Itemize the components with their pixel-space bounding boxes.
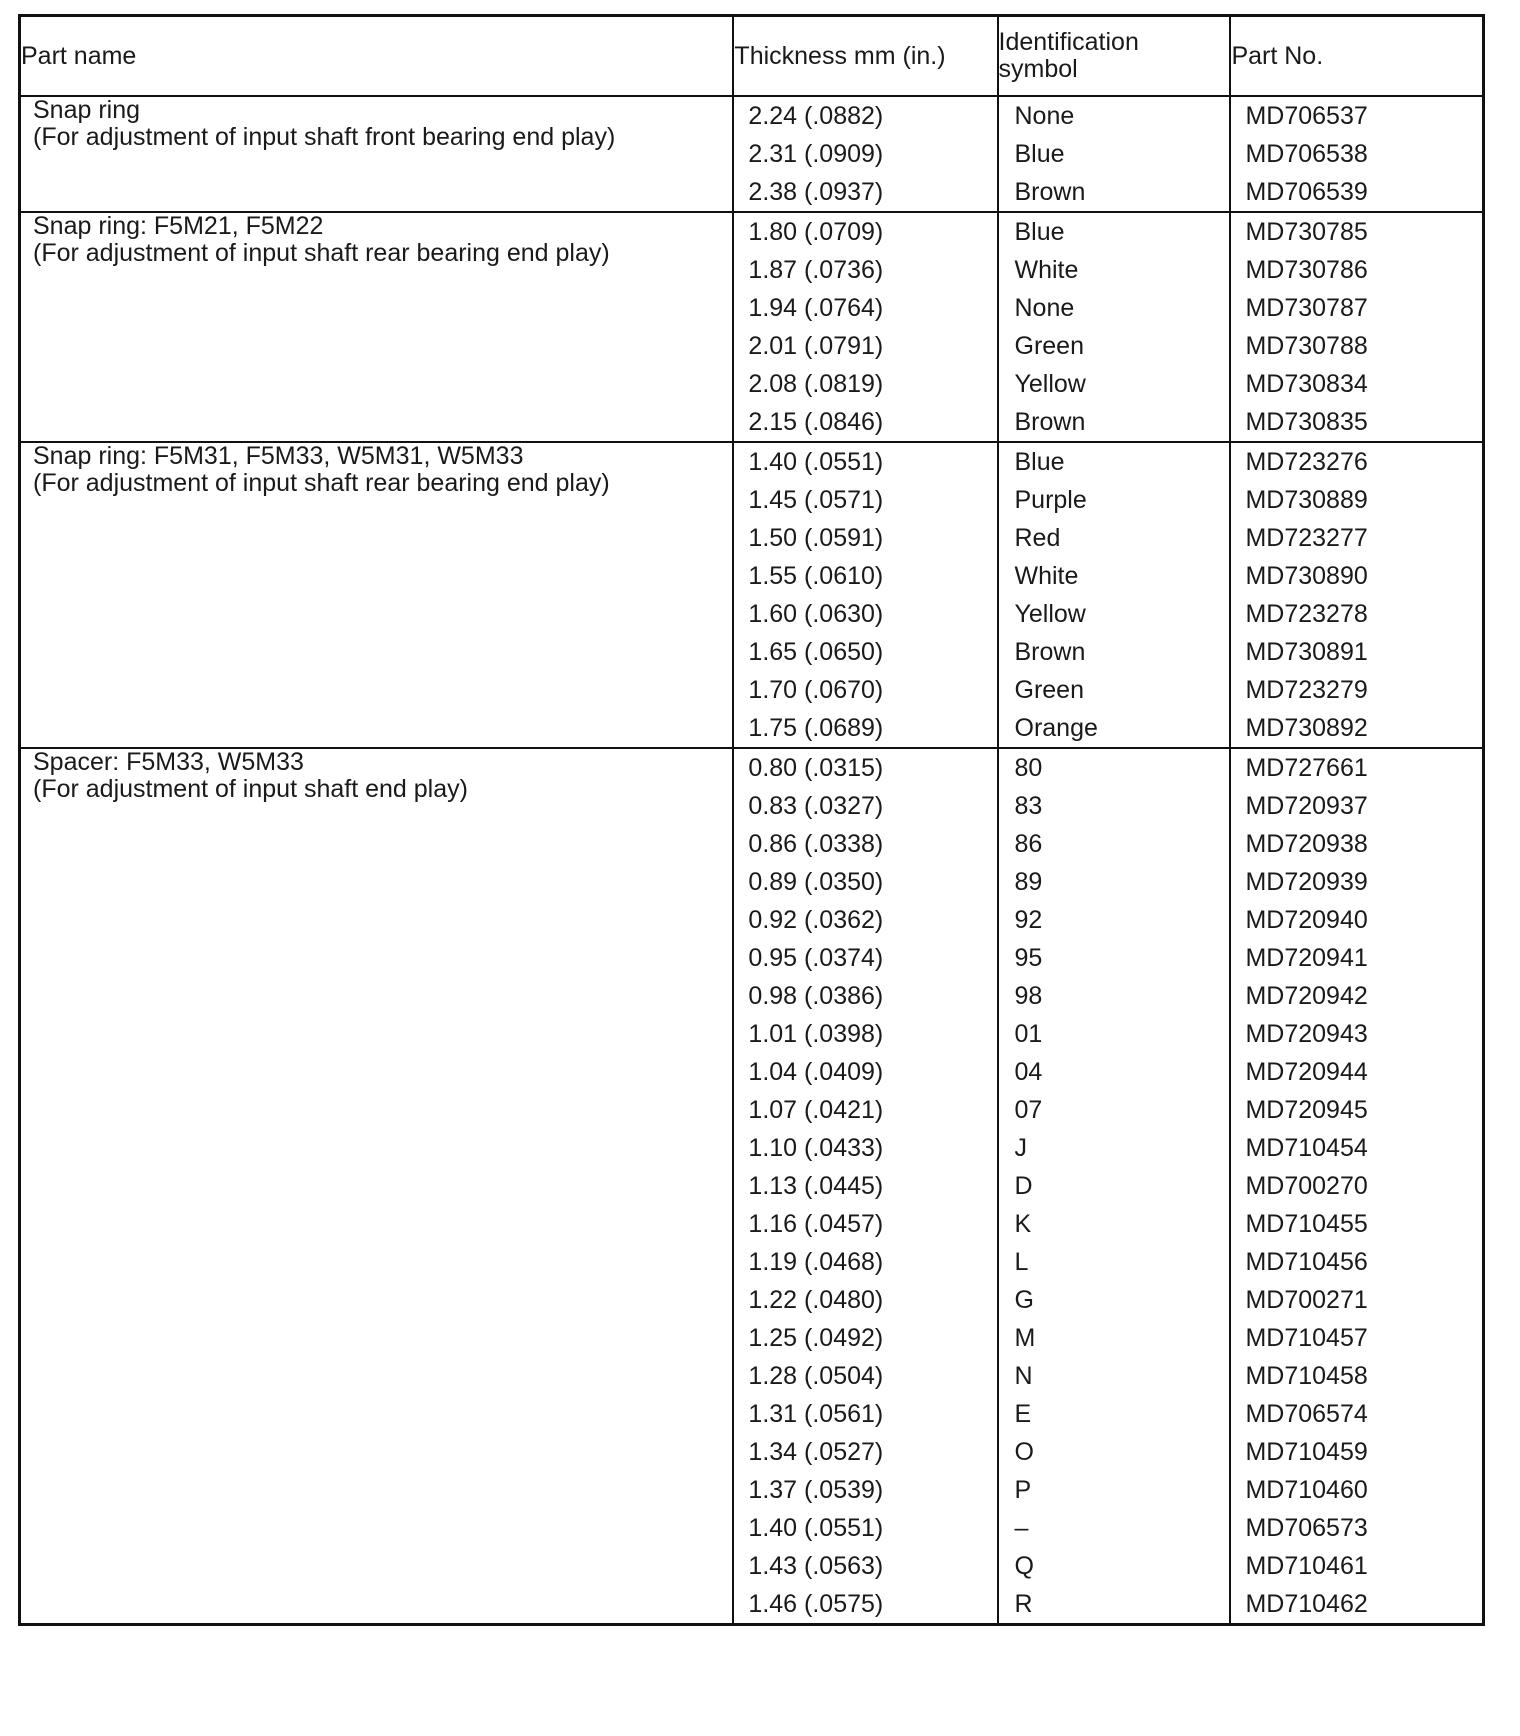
part-number: MD730889 bbox=[1245, 486, 1368, 514]
part-number: MD710457 bbox=[1245, 1324, 1368, 1352]
part-number: MD730835 bbox=[1245, 408, 1368, 436]
part-number: MD706539 bbox=[1245, 178, 1368, 206]
thickness-value: 1.28 (.0504) bbox=[748, 1362, 884, 1390]
identification-symbol: 92 bbox=[1014, 906, 1043, 934]
part-number: MD710462 bbox=[1245, 1590, 1368, 1618]
part-number: MD730890 bbox=[1245, 562, 1368, 590]
part-no-list bbox=[1231, 213, 1482, 441]
thickness-value: 1.25 (.0492) bbox=[748, 1324, 884, 1352]
identification-symbol: Blue bbox=[1014, 140, 1065, 168]
identification-symbol: Yellow bbox=[1014, 600, 1086, 628]
symbol-list bbox=[999, 749, 1230, 1623]
thickness-value: 1.80 (.0709) bbox=[748, 218, 884, 246]
thickness-list bbox=[734, 749, 996, 1623]
thickness-value: 1.60 (.0630) bbox=[748, 600, 884, 628]
header-part-name: Part name bbox=[20, 16, 734, 97]
part-number: MD723278 bbox=[1245, 600, 1368, 628]
identification-symbol: White bbox=[1014, 562, 1079, 590]
part-name-subtitle: (For adjustment of input shaft end play) bbox=[33, 775, 468, 803]
part-no-list bbox=[1231, 97, 1482, 211]
part-number: MD720939 bbox=[1245, 868, 1368, 896]
part-number: MD710460 bbox=[1245, 1476, 1368, 1504]
identification-symbol: None bbox=[1014, 102, 1075, 130]
part-no-cell bbox=[1230, 748, 1483, 1625]
header-part-no: Part No. bbox=[1230, 16, 1483, 97]
thickness-value: 1.94 (.0764) bbox=[748, 294, 884, 322]
part-group-1 bbox=[20, 96, 1484, 212]
identification-symbol: Brown bbox=[1014, 408, 1086, 436]
thickness-value: 2.15 (.0846) bbox=[748, 408, 884, 436]
table-header bbox=[20, 16, 1484, 97]
part-number: MD730788 bbox=[1245, 332, 1368, 360]
identification-symbol: M bbox=[1014, 1324, 1036, 1352]
part-name-title: Snap ring: F5M31, F5M33, W5M31, W5M33 bbox=[33, 442, 524, 470]
identification-symbol: O bbox=[1014, 1438, 1034, 1466]
part-no-cell bbox=[1230, 442, 1483, 748]
part-group-3 bbox=[20, 442, 1484, 748]
part-number: MD710458 bbox=[1245, 1362, 1368, 1390]
part-number: MD700271 bbox=[1245, 1286, 1368, 1314]
header-symbol-line1: Identification bbox=[998, 28, 1139, 56]
part-number: MD706574 bbox=[1245, 1400, 1368, 1428]
thickness-list bbox=[734, 97, 996, 211]
identification-symbol: R bbox=[1014, 1590, 1033, 1618]
symbol-list bbox=[999, 213, 1230, 441]
part-name-cell bbox=[20, 748, 734, 1625]
thickness-value: 1.22 (.0480) bbox=[748, 1286, 884, 1314]
part-number: MD720945 bbox=[1245, 1096, 1368, 1124]
thickness-value: 0.86 (.0338) bbox=[748, 830, 884, 858]
part-number: MD710456 bbox=[1245, 1248, 1368, 1276]
part-number: MD730891 bbox=[1245, 638, 1368, 666]
identification-symbol: Brown bbox=[1014, 178, 1086, 206]
part-number: MD706537 bbox=[1245, 102, 1368, 130]
identification-symbol: Orange bbox=[1014, 714, 1098, 742]
symbol-cell bbox=[998, 748, 1231, 1625]
identification-symbol: G bbox=[1014, 1286, 1034, 1314]
thickness-list bbox=[734, 443, 996, 747]
part-number: MD727661 bbox=[1245, 754, 1368, 782]
symbol-cell bbox=[998, 442, 1231, 748]
group-row bbox=[20, 748, 1484, 1625]
thickness-value: 0.80 (.0315) bbox=[748, 754, 884, 782]
group-row bbox=[20, 212, 1484, 442]
identification-symbol: 95 bbox=[1014, 944, 1043, 972]
thickness-list bbox=[734, 213, 996, 441]
part-number: MD720940 bbox=[1245, 906, 1368, 934]
part-number: MD730786 bbox=[1245, 256, 1368, 284]
identification-symbol: Green bbox=[1014, 332, 1084, 360]
identification-symbol: White bbox=[1014, 256, 1079, 284]
identification-symbol: 86 bbox=[1014, 830, 1043, 858]
identification-symbol: P bbox=[1014, 1476, 1032, 1504]
thickness-value: 0.95 (.0374) bbox=[748, 944, 884, 972]
part-number: MD720938 bbox=[1245, 830, 1368, 858]
header-identification-symbol bbox=[998, 16, 1231, 97]
part-name-cell bbox=[20, 96, 734, 212]
group-row bbox=[20, 96, 1484, 212]
part-no-list bbox=[1231, 443, 1482, 747]
part-number: MD710459 bbox=[1245, 1438, 1368, 1466]
thickness-value: 1.34 (.0527) bbox=[748, 1438, 884, 1466]
thickness-value: 1.13 (.0445) bbox=[748, 1172, 884, 1200]
part-number: MD730892 bbox=[1245, 714, 1368, 742]
part-number: MD710454 bbox=[1245, 1134, 1368, 1162]
group-row bbox=[20, 442, 1484, 748]
symbol-cell bbox=[998, 96, 1231, 212]
identification-symbol: 89 bbox=[1014, 868, 1043, 896]
identification-symbol: 01 bbox=[1014, 1020, 1043, 1048]
header-thickness: Thickness mm (in.) bbox=[733, 16, 997, 97]
thickness-value: 2.24 (.0882) bbox=[748, 102, 884, 130]
thickness-value: 2.08 (.0819) bbox=[748, 370, 884, 398]
part-no-cell bbox=[1230, 96, 1483, 212]
thickness-cell bbox=[733, 96, 997, 212]
part-name-cell bbox=[20, 212, 734, 442]
part-number: MD720943 bbox=[1245, 1020, 1368, 1048]
thickness-value: 0.89 (.0350) bbox=[748, 868, 884, 896]
part-name-subtitle: (For adjustment of input shaft rear bearing end play) bbox=[33, 239, 610, 267]
thickness-value: 1.40 (.0551) bbox=[748, 1514, 884, 1542]
thickness-value: 1.07 (.0421) bbox=[748, 1096, 884, 1124]
part-group-4 bbox=[20, 748, 1484, 1625]
part-number: MD720937 bbox=[1245, 792, 1368, 820]
part-number: MD730785 bbox=[1245, 218, 1368, 246]
part-number: MD710461 bbox=[1245, 1552, 1368, 1580]
thickness-value: 1.55 (.0610) bbox=[748, 562, 884, 590]
part-name-title: Snap ring: F5M21, F5M22 bbox=[33, 212, 324, 240]
thickness-value: 1.31 (.0561) bbox=[748, 1400, 884, 1428]
thickness-value: 1.46 (.0575) bbox=[748, 1590, 884, 1618]
identification-symbol: D bbox=[1014, 1172, 1033, 1200]
thickness-value: 1.40 (.0551) bbox=[748, 448, 884, 476]
part-name-title: Spacer: F5M33, W5M33 bbox=[33, 748, 304, 776]
thickness-value: 1.45 (.0571) bbox=[748, 486, 884, 514]
part-number: MD723276 bbox=[1245, 448, 1368, 476]
thickness-value: 1.04 (.0409) bbox=[748, 1058, 884, 1086]
identification-symbol: None bbox=[1014, 294, 1075, 322]
thickness-cell bbox=[733, 748, 997, 1625]
part-number: MD706573 bbox=[1245, 1514, 1368, 1542]
part-no-list bbox=[1231, 749, 1482, 1623]
identification-symbol: 98 bbox=[1014, 982, 1043, 1010]
part-name-subtitle: (For adjustment of input shaft rear bearing end play) bbox=[33, 469, 610, 497]
part-number: MD710455 bbox=[1245, 1210, 1368, 1238]
part-number: MD700270 bbox=[1245, 1172, 1368, 1200]
part-number: MD720944 bbox=[1245, 1058, 1368, 1086]
identification-symbol: 07 bbox=[1014, 1096, 1043, 1124]
part-number: MD723277 bbox=[1245, 524, 1368, 552]
thickness-value: 1.10 (.0433) bbox=[748, 1134, 884, 1162]
part-group-2 bbox=[20, 212, 1484, 442]
part-number: MD720941 bbox=[1245, 944, 1368, 972]
thickness-value: 1.37 (.0539) bbox=[748, 1476, 884, 1504]
identification-symbol: Yellow bbox=[1014, 370, 1086, 398]
identification-symbol: 83 bbox=[1014, 792, 1043, 820]
identification-symbol: Green bbox=[1014, 676, 1084, 704]
thickness-value: 2.31 (.0909) bbox=[748, 140, 884, 168]
identification-symbol: E bbox=[1014, 1400, 1032, 1428]
part-no-cell bbox=[1230, 212, 1483, 442]
identification-symbol: Q bbox=[1014, 1552, 1034, 1580]
thickness-value: 1.75 (.0689) bbox=[748, 714, 884, 742]
part-number: MD730787 bbox=[1245, 294, 1368, 322]
identification-symbol: K bbox=[1014, 1210, 1032, 1238]
thickness-value: 2.01 (.0791) bbox=[748, 332, 884, 360]
part-name-title: Snap ring bbox=[33, 96, 141, 124]
thickness-value: 1.65 (.0650) bbox=[748, 638, 884, 666]
thickness-cell bbox=[733, 442, 997, 748]
identification-symbol: L bbox=[1014, 1248, 1029, 1276]
identification-symbol: 80 bbox=[1014, 754, 1043, 782]
identification-symbol: – bbox=[1014, 1514, 1029, 1542]
header-row bbox=[20, 16, 1484, 97]
header-symbol-line2: symbol bbox=[998, 55, 1078, 83]
part-number: MD723279 bbox=[1245, 676, 1368, 704]
thickness-value: 1.43 (.0563) bbox=[748, 1552, 884, 1580]
thickness-value: 1.87 (.0736) bbox=[748, 256, 884, 284]
parts-table bbox=[18, 14, 1485, 1626]
identification-symbol: Blue bbox=[1014, 448, 1065, 476]
part-number: MD730834 bbox=[1245, 370, 1368, 398]
thickness-value: 1.70 (.0670) bbox=[748, 676, 884, 704]
thickness-value: 1.19 (.0468) bbox=[748, 1248, 884, 1276]
thickness-value: 1.01 (.0398) bbox=[748, 1020, 884, 1048]
thickness-value: 0.98 (.0386) bbox=[748, 982, 884, 1010]
identification-symbol: N bbox=[1014, 1362, 1033, 1390]
thickness-cell bbox=[733, 212, 997, 442]
part-number: MD720942 bbox=[1245, 982, 1368, 1010]
symbol-list bbox=[999, 97, 1230, 211]
identification-symbol: Red bbox=[1014, 524, 1061, 552]
thickness-value: 1.16 (.0457) bbox=[748, 1210, 884, 1238]
identification-symbol: 04 bbox=[1014, 1058, 1043, 1086]
part-name-cell bbox=[20, 442, 734, 748]
part-name-subtitle: (For adjustment of input shaft front bearing end play) bbox=[33, 123, 616, 151]
symbol-cell bbox=[998, 212, 1231, 442]
identification-symbol: J bbox=[1014, 1134, 1027, 1162]
thickness-value: 1.50 (.0591) bbox=[748, 524, 884, 552]
thickness-value: 2.38 (.0937) bbox=[748, 178, 884, 206]
part-number: MD706538 bbox=[1245, 140, 1368, 168]
identification-symbol: Blue bbox=[1014, 218, 1065, 246]
symbol-list bbox=[999, 443, 1230, 747]
identification-symbol: Brown bbox=[1014, 638, 1086, 666]
thickness-value: 0.83 (.0327) bbox=[748, 792, 884, 820]
thickness-value: 0.92 (.0362) bbox=[748, 906, 884, 934]
identification-symbol: Purple bbox=[1014, 486, 1087, 514]
